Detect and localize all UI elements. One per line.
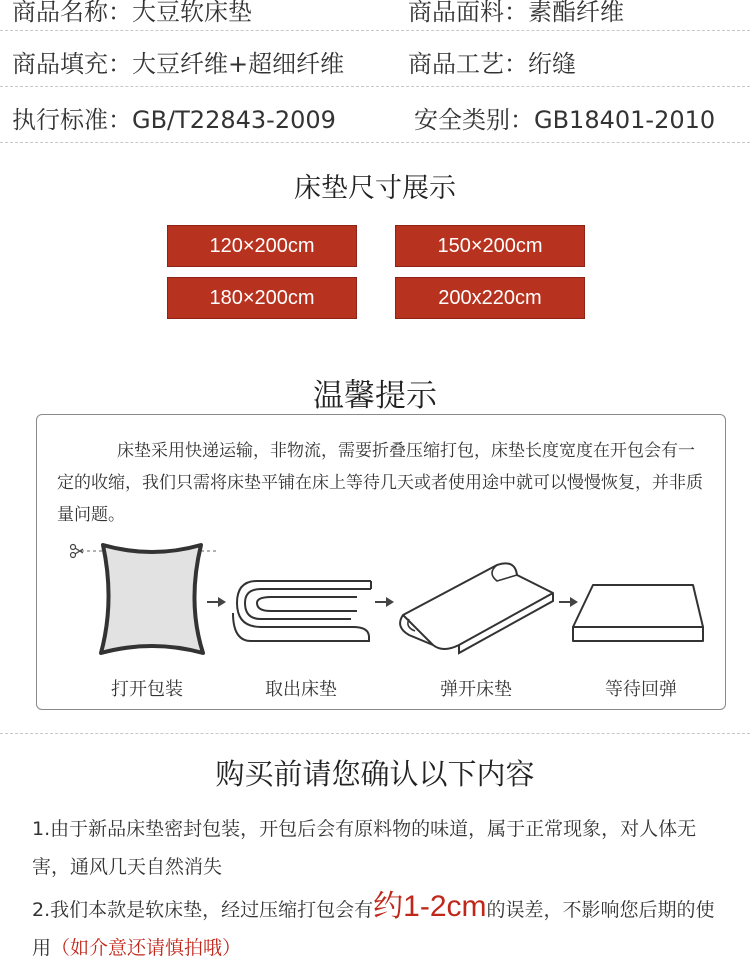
size-option-180x200[interactable]: 180×200cm — [168, 278, 356, 318]
spec-filling: 商品填充：大豆纤维+超细纤维 — [12, 50, 345, 78]
tips-title: 温馨提示 — [313, 378, 437, 414]
open-package-illustration — [67, 533, 227, 663]
step-label-open: 打开包装 — [111, 679, 183, 700]
note-2-prefix: 2.我们本款是软床垫，经过压缩打包会有 — [32, 899, 374, 921]
notice-text: 床垫采用快递运输，非物流，需要折叠压缩打包，床垫长度宽度在开包会有一定的收缩，我们只需将床垫平铺在床上等待几天或者使用途中就可以慢慢恢复，并非质量问题。 — [57, 441, 703, 525]
note-2-caution: （如介意还请慎拍哦） — [51, 937, 242, 959]
divider — [0, 733, 750, 734]
confirm-title: 购买前请您确认以下内容 — [215, 757, 535, 791]
spec-row-standard — [0, 86, 750, 141]
note-2 — [32, 888, 732, 967]
size-option-150x200[interactable]: 150×200cm — [396, 226, 584, 266]
arrow-right-icon — [375, 595, 395, 609]
size-option-120x200[interactable]: 120×200cm — [168, 226, 356, 266]
spec-safety: 安全类别：GB18401-2010 — [414, 106, 716, 134]
note-2-highlight: 约1-2cm — [373, 890, 487, 923]
unroll-mattress-illustration — [397, 561, 557, 661]
divider — [0, 142, 750, 143]
take-out-mattress-illustration — [231, 575, 381, 645]
sizes-title: 床垫尺寸展示 — [294, 173, 456, 204]
size-option-200x220[interactable]: 200x220cm — [396, 278, 584, 318]
step-label-spring: 弹开床垫 — [440, 679, 512, 700]
spec-craft: 商品工艺：绗缝 — [408, 50, 576, 78]
step-label-wait: 等待回弹 — [605, 679, 677, 700]
step-label-take-out: 取出床垫 — [265, 679, 337, 700]
note-1-text: 1.由于新品床垫密封包装，开包后会有原料物的味道，属于正常现象，对人体无害，通风几天自然消失 — [32, 818, 697, 878]
note-2-suffix: 的误差，不影响您后期的使用 — [32, 899, 715, 959]
spec-row-name — [0, 0, 750, 33]
spec-standard: 执行标准：GB/T22843-2009 — [12, 106, 336, 134]
notice-box — [36, 414, 726, 710]
spec-product-name: 商品名称：大豆软床垫 — [12, 0, 252, 26]
spec-fabric: 商品面料：素酯纤维 — [408, 0, 624, 26]
spec-row-fill — [0, 30, 750, 85]
arrow-right-icon — [207, 595, 227, 609]
note-1 — [32, 810, 728, 886]
flat-mattress-illustration — [569, 581, 709, 651]
